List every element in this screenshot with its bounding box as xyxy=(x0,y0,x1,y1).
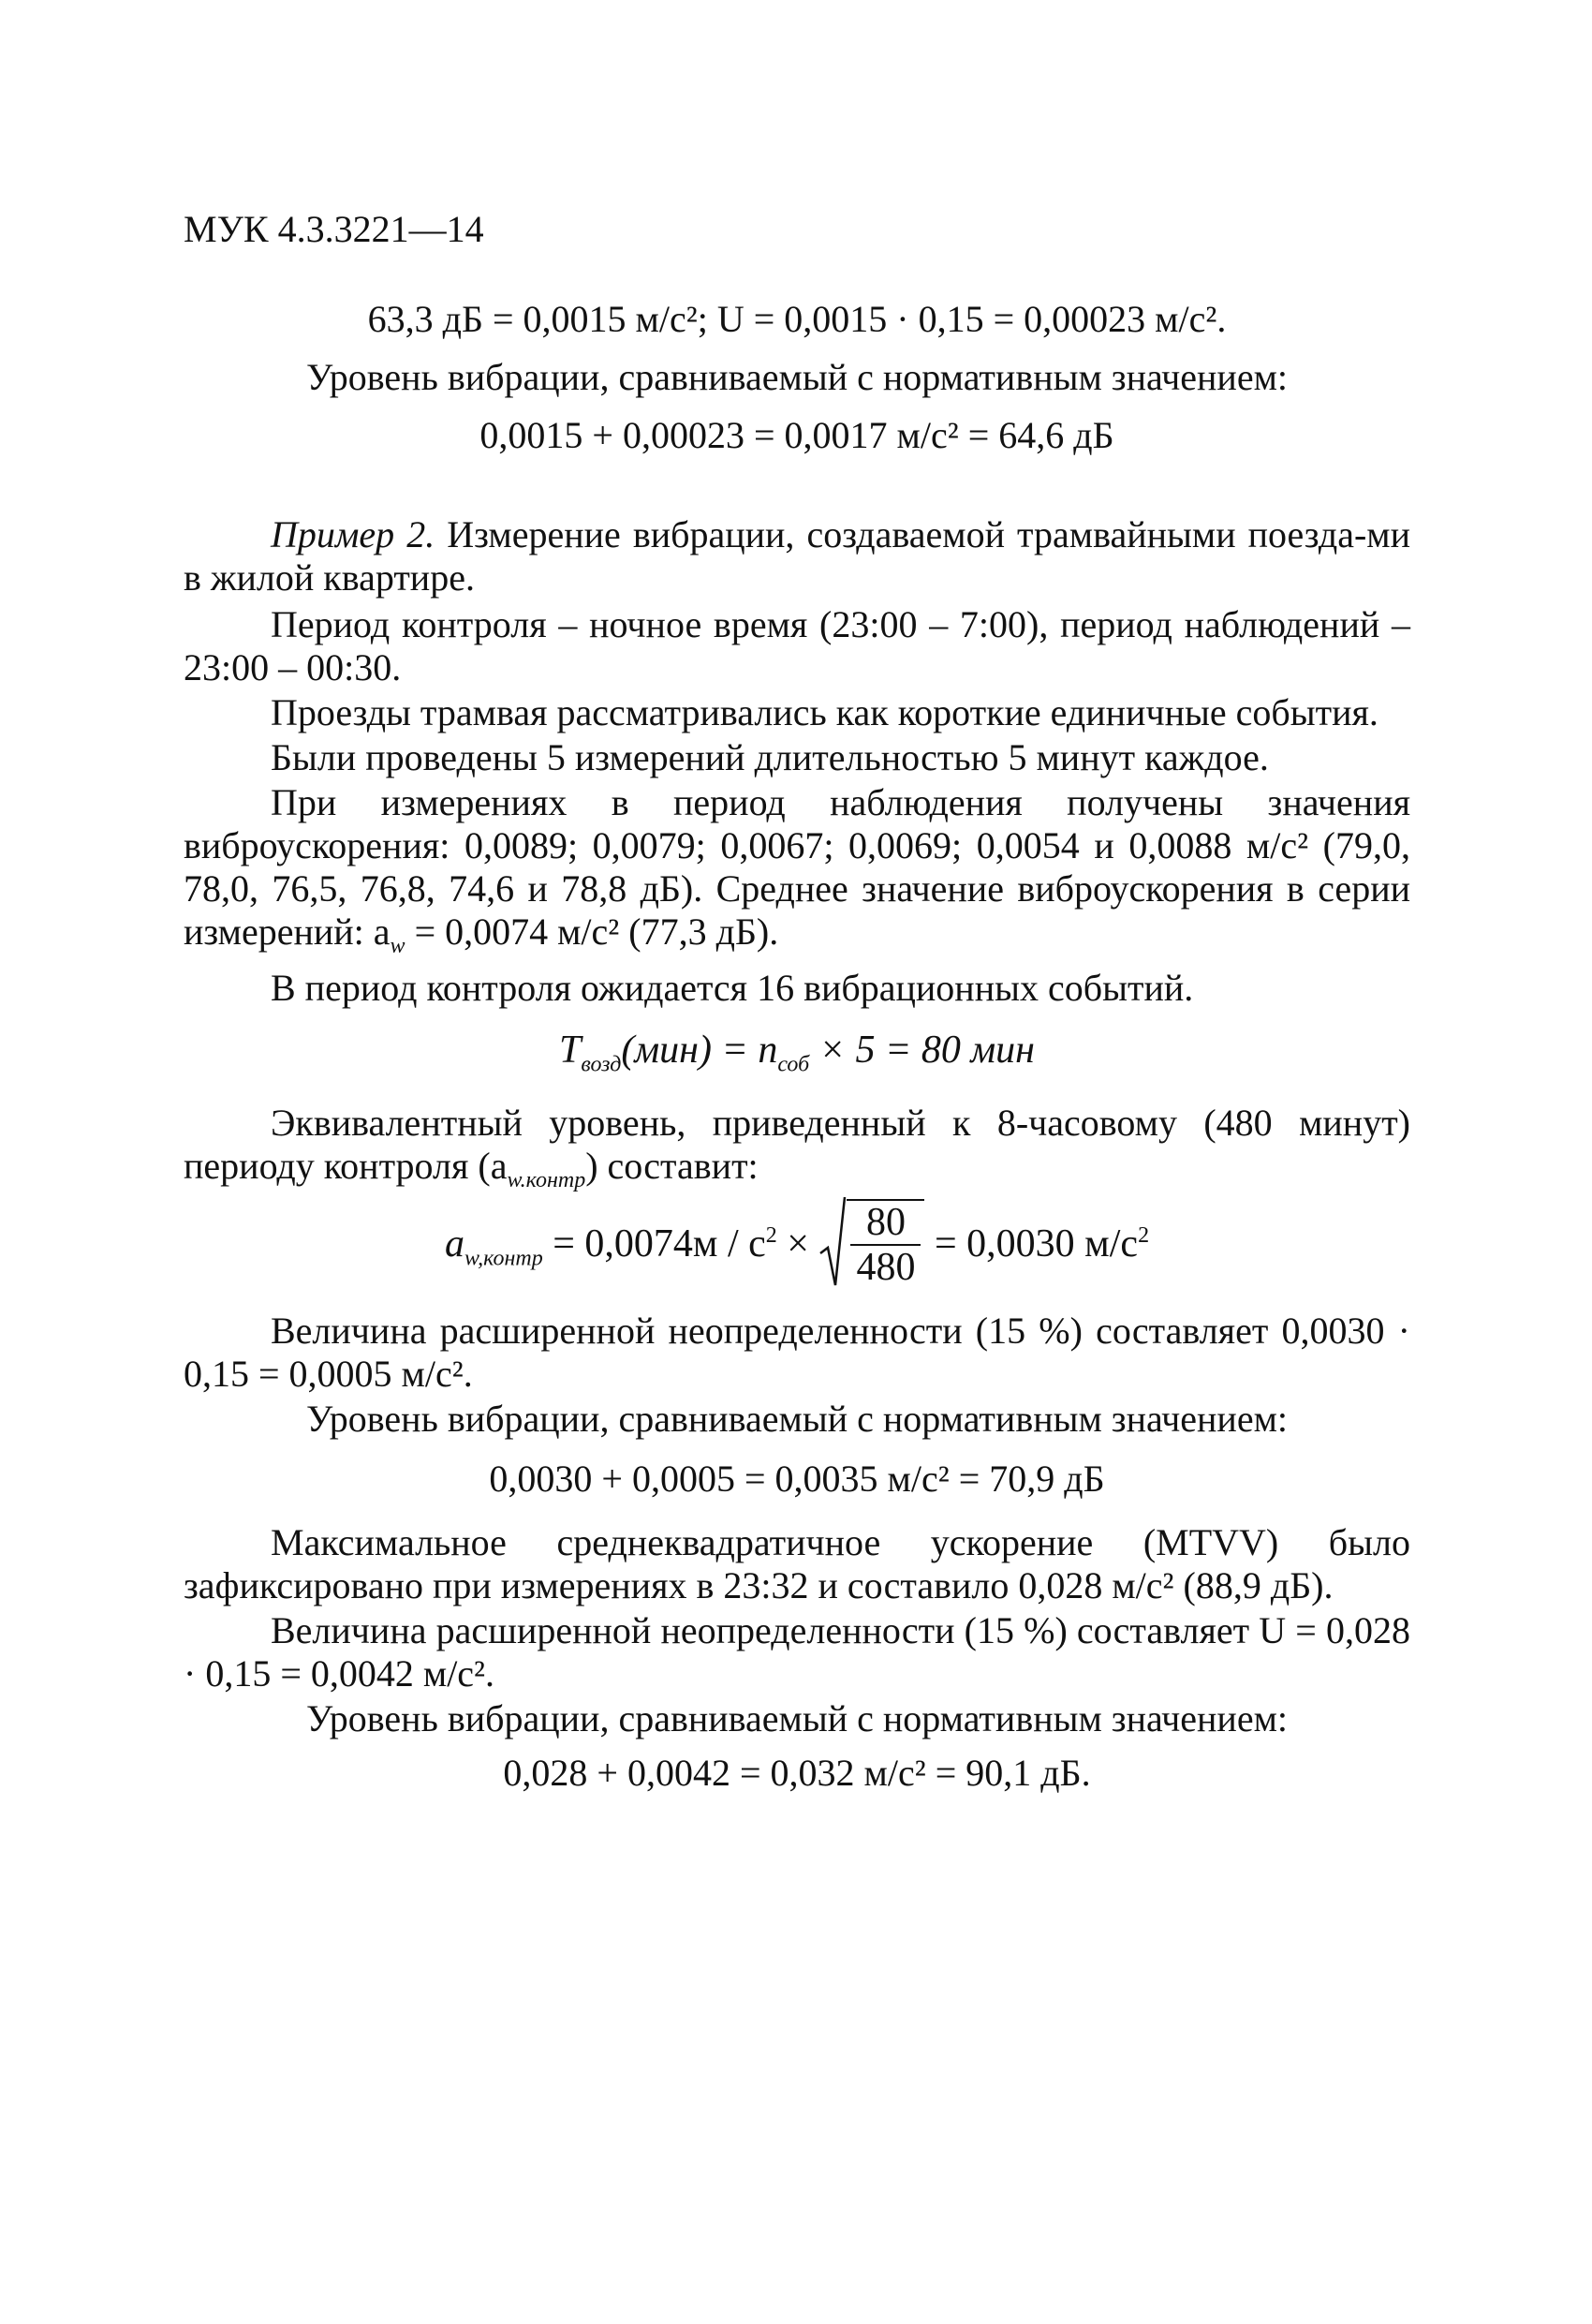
f4-times: × xyxy=(776,1222,819,1266)
expected-events-paragraph: В период контроля ожидается 16 вибрационных событий. xyxy=(271,967,1194,1009)
formula-4 xyxy=(184,1199,1410,1289)
f4-result-square: 2 xyxy=(1138,1223,1150,1248)
control-period-paragraph: Период контроля – ночное время (23:00 – 7:00), период наблюдений – 23:00 – 00:30. xyxy=(184,603,1410,688)
f4-a: a xyxy=(444,1222,464,1266)
formula-6: 0,028 + 0,0042 = 0,032 м/с² = 90,1 дБ. xyxy=(503,1752,1091,1794)
f4-numerator: 80 xyxy=(865,1201,906,1244)
f4-left xyxy=(444,1222,819,1271)
example-2-label: Пример 2. xyxy=(271,513,435,555)
equivalent-level-text: Эквивалентный уровень, приведенный к 8-часовому (480 минут) периоду контроля (a xyxy=(184,1102,1410,1187)
f3-T-subscript: возд xyxy=(581,1052,622,1077)
measurements-paragraph: Были проведены 5 измерений длительностью 5 минут каждое. xyxy=(271,736,1269,778)
f4-fraction xyxy=(850,1201,921,1289)
document-header: МУК 4.3.3221—14 xyxy=(184,208,484,250)
mtvv-paragraph: Максимальное среднеквадратичное ускорение (MTVV) было зафиксировано при измерениях в 23:32 и составило 0,028 м/с² (88,9 дБ). xyxy=(184,1521,1410,1606)
f4-result: = 0,0030 м/с xyxy=(934,1222,1139,1266)
f3-mid: (мин) = n xyxy=(621,1029,778,1072)
formula-5: 0,0030 + 0,0005 = 0,0035 м/с² = 70,9 дБ xyxy=(489,1458,1105,1500)
equivalent-level-tail: ) составит: xyxy=(585,1145,759,1187)
formula-3 xyxy=(184,1029,1410,1077)
example-2-heading xyxy=(184,513,1410,600)
formula-1: 63,3 дБ = 0,0015 м/с²; U = 0,0015 · 0,15 = 0,00023 м/с². xyxy=(367,298,1227,340)
measured-values-text: При измерениях в период наблюдения получены значения виброускорения: 0,0089; 0,0079; 0,0067; 0,0069; 0,0054 и 0,0088 м/с² (79,0, 78,0, 76,5, 76,8, 74,6 и 78,8 дБ). Среднее значение виброускорения в серии измерений: a xyxy=(184,781,1410,953)
measured-values-paragraph xyxy=(184,781,1410,958)
f4-denominator: 480 xyxy=(850,1244,921,1289)
text-reference-1: Уровень вибрации, сравниваемый с нормативным значением: xyxy=(305,356,1289,398)
formula-2: 0,0015 + 0,00023 = 0,0017 м/с² = 64,6 дБ xyxy=(479,414,1114,456)
f4-square: 2 xyxy=(765,1223,777,1248)
uncertainty-paragraph-1: Величина расширенной неопределенности (15 %) составляет 0,0030 · 0,15 = 0,0005 м/с². xyxy=(184,1310,1410,1395)
f3-n-subscript: соб xyxy=(777,1052,810,1077)
f3-T: T xyxy=(559,1029,582,1072)
text-reference-3: Уровень вибрации, сравниваемый с нормативным значением: xyxy=(305,1697,1289,1739)
example-2-text: Измерение вибрации, создаваемой трамвайными поезда-ми в жилой квартире. xyxy=(184,513,1411,599)
sqrt-radical-icon xyxy=(818,1195,847,1289)
uncertainty-paragraph-2: Величина расширенной неопределенности (15 %) составляет U = 0,028 · 0,15 = 0,0042 м/с². xyxy=(184,1609,1410,1695)
tram-events-paragraph: Проезды трамвая рассматривались как короткие единичные события. xyxy=(271,691,1378,733)
f4-right xyxy=(935,1222,1149,1266)
f4-eq: = 0,0074м / с xyxy=(542,1222,766,1266)
measured-values-tail: = 0,0074 м/с² (77,3 дБ). xyxy=(405,910,779,953)
aw-subscript: w xyxy=(390,934,405,958)
f4-a-subscript: w,контр xyxy=(464,1246,543,1271)
equivalent-level-paragraph xyxy=(184,1102,1410,1192)
aw-contr-subscript: w.контр xyxy=(507,1168,586,1192)
text-reference-2: Уровень вибрации, сравниваемый с нормативным значением: xyxy=(305,1398,1289,1440)
f3-tail: × 5 = 80 мин xyxy=(809,1029,1035,1072)
f4-sqrt xyxy=(818,1199,924,1289)
